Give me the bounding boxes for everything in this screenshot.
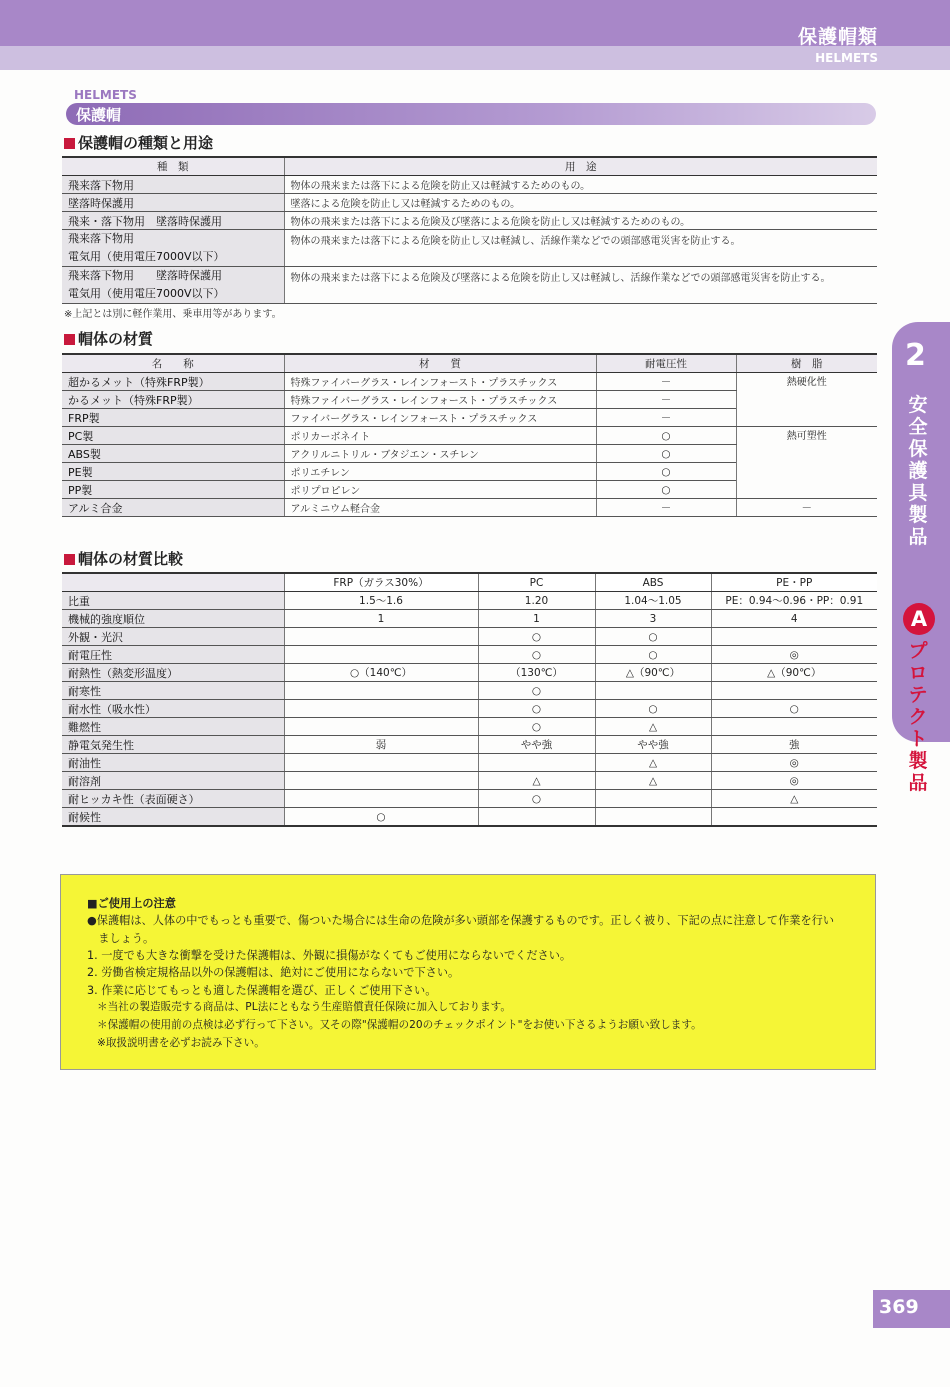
table-cell xyxy=(595,682,711,700)
table-cell: ABS xyxy=(595,573,711,592)
table-cell: ○ xyxy=(478,646,595,664)
chapter-number: 2 xyxy=(905,338,926,373)
table-row xyxy=(62,808,877,827)
table-cell: ○ xyxy=(478,700,595,718)
table-row xyxy=(62,230,877,267)
table-cell xyxy=(62,573,284,592)
table-cell: 物体の飛来または落下による危険及び墜落による危険を防止し又は軽減し、活線作業などでの頭部感電災害を防止する。 xyxy=(284,267,877,304)
table-cell: 耐水性（吸水性） xyxy=(62,700,284,718)
section-bar xyxy=(66,103,876,125)
table-cell: 機械的強度順位 xyxy=(62,610,284,628)
table-row xyxy=(62,267,877,304)
comparison-table xyxy=(62,572,877,827)
table-cell: △（90℃） xyxy=(595,664,711,682)
page-number: 369 xyxy=(873,1290,950,1328)
table-row xyxy=(62,194,877,212)
table-cell: 1.04〜1.05 xyxy=(595,592,711,610)
table-cell: ○ xyxy=(711,700,877,718)
table-cell: － xyxy=(596,373,736,391)
table-header-row xyxy=(62,573,877,592)
table-cell: 超かるメット（特殊FRP製） xyxy=(62,373,284,391)
col-header: 用 途 xyxy=(284,157,877,176)
table-cell: 耐熱性（熱変形温度） xyxy=(62,664,284,682)
table-cell: － xyxy=(736,499,877,517)
table-cell: 墜落による危険を防止し又は軽減するためのもの。 xyxy=(284,194,877,212)
table-cell xyxy=(284,772,478,790)
table-row xyxy=(62,628,877,646)
usage-table xyxy=(62,156,877,304)
table-cell: やや強 xyxy=(595,736,711,754)
table-cell: ポリエチレン xyxy=(284,463,596,481)
table-row xyxy=(62,772,877,790)
brand-label: プロテクト製品 xyxy=(908,640,928,794)
table-cell: 1.20 xyxy=(478,592,595,610)
table-cell xyxy=(595,790,711,808)
table-cell xyxy=(284,682,478,700)
table-cell: △ xyxy=(711,790,877,808)
header-title: 保護帽類 xyxy=(797,26,878,48)
table-row xyxy=(62,592,877,610)
table-cell: 耐油性 xyxy=(62,754,284,772)
table-cell: 耐寒性 xyxy=(62,682,284,700)
table-cell: PC xyxy=(478,573,595,592)
table-cell: ◎ xyxy=(711,646,877,664)
table-cell: △ xyxy=(595,754,711,772)
table-cell: 物体の飛来または落下による危険を防止又は軽減するためのもの。 xyxy=(284,176,877,194)
top-banner-sub xyxy=(0,46,950,70)
table-cell: ○ xyxy=(595,700,711,718)
red-square-icon xyxy=(64,554,75,565)
table-cell: かるメット（特殊FRP製） xyxy=(62,391,284,409)
table-cell xyxy=(284,754,478,772)
table-cell: 墜落時保護用 xyxy=(62,194,284,212)
table-cell: 耐電圧性 xyxy=(596,354,736,373)
table-cell: 1 xyxy=(284,610,478,628)
resin-thermoset: 熱硬化性 xyxy=(736,373,877,427)
table-cell: 比重 xyxy=(62,592,284,610)
table-cell xyxy=(284,628,478,646)
table-row xyxy=(62,499,877,517)
table-cell: ○ xyxy=(478,790,595,808)
table-cell: 外観・光沢 xyxy=(62,628,284,646)
table-row xyxy=(62,754,877,772)
table-header-row xyxy=(62,354,877,373)
table-row xyxy=(62,427,877,445)
table-cell: △ xyxy=(595,772,711,790)
red-square-icon xyxy=(64,334,75,345)
table-cell: △（90℃） xyxy=(711,664,877,682)
brand-letter-icon: A xyxy=(903,603,935,635)
material-heading: 帽体の材質 xyxy=(64,328,153,349)
table-cell xyxy=(284,700,478,718)
table-cell: 弱 xyxy=(284,736,478,754)
table-cell xyxy=(284,718,478,736)
table-cell: 特殊ファイバーグラス・レインフォースト・プラスチックス xyxy=(284,391,596,409)
table-row xyxy=(62,664,877,682)
table-row xyxy=(62,212,877,230)
table-cell: PE製 xyxy=(62,463,284,481)
table-cell: ○ xyxy=(595,628,711,646)
table-cell: 耐ヒッカキ性（表面硬さ） xyxy=(62,790,284,808)
table-cell: アクリルニトリル・ブタジエン・スチレン xyxy=(284,445,596,463)
table-cell: 難燃性 xyxy=(62,718,284,736)
table-cell: ○ xyxy=(284,808,478,827)
table-cell: ◎ xyxy=(711,754,877,772)
table-cell: 静電気発生性 xyxy=(62,736,284,754)
table-cell: 3 xyxy=(595,610,711,628)
table-cell: PE・PP xyxy=(711,573,877,592)
table-row xyxy=(62,700,877,718)
table-cell xyxy=(595,808,711,827)
table-cell: 飛来落下物用 電気用（使用電圧7000V以下） xyxy=(62,230,284,267)
table-cell: ポリプロピレン xyxy=(284,481,596,499)
table-cell: アルミニウム軽合金 xyxy=(284,499,596,517)
table-cell xyxy=(478,754,595,772)
table-cell: FRP製 xyxy=(62,409,284,427)
table-header-row xyxy=(62,157,877,176)
table-cell: ファイバーグラス・レインフォースト・プラスチックス xyxy=(284,409,596,427)
table-cell: 飛来落下物用 xyxy=(62,176,284,194)
table-cell: 飛来落下物用 墜落時保護用 電気用（使用電圧7000V以下） xyxy=(62,267,284,304)
table-cell: 飛来・落下物用 墜落時保護用 xyxy=(62,212,284,230)
usage-heading: 保護帽の種類と用途 xyxy=(64,132,213,153)
table-row xyxy=(62,736,877,754)
table-cell xyxy=(478,808,595,827)
table-cell: 耐電圧性 xyxy=(62,646,284,664)
table-cell: △ xyxy=(595,718,711,736)
col-header: 種 類 xyxy=(62,157,284,176)
table-cell: やや強 xyxy=(478,736,595,754)
table-cell: △ xyxy=(478,772,595,790)
table-cell: 1.5〜1.6 xyxy=(284,592,478,610)
table-cell: ○ xyxy=(596,481,736,499)
table-cell xyxy=(711,808,877,827)
red-square-icon xyxy=(64,138,75,149)
table-cell: 樹 脂 xyxy=(736,354,877,373)
table-cell: （130℃） xyxy=(478,664,595,682)
table-cell: ポリカーボネイト xyxy=(284,427,596,445)
table-cell: 4 xyxy=(711,610,877,628)
table-cell xyxy=(284,646,478,664)
caution-box: ■ご使用上の注意 ●保護帽は、人体の中でもっとも重要で、傷ついた場合には生命の危険が多い頭部を保護するものです。正しく被り、下記の点に注意して作業を行い ましょう。 1. 一度でも大きな衝撃を受けた保護帽は、外観に損傷がなくてもご使用にならないでください。 2. 労働省検定規格品以外の保護帽は、絶対にご使用にならないで下さい。 3. 作業に応じてもっとも適した保護帽を選び、正しくご使用下さい。 ＊当社の製造販売する商品は、PL法にともなう生産賠償責任保険に加入しております。 ＊保護帽の使用前の点検は必ず行って下さい。又その際"保護帽の20のチェックポイント"をお使い下さるようお願い致します。 ※取扱説明書を必ずお読み下さい。 xyxy=(60,874,876,1070)
table-cell: アルミ合金 xyxy=(62,499,284,517)
table-cell xyxy=(284,790,478,808)
table-cell: ○ xyxy=(595,646,711,664)
resin-thermoplastic: 熱可塑性 xyxy=(736,427,877,499)
table-cell: 物体の飛来または落下による危険を防止し又は軽減し、活線作業などでの頭部感電災害を防止する。 xyxy=(284,230,877,267)
table-cell xyxy=(711,718,877,736)
header-subtitle: HELMETS xyxy=(815,51,878,65)
table-cell: 特殊ファイバーグラス・レインフォースト・プラスチックス xyxy=(284,373,596,391)
comparison-heading: 帽体の材質比較 xyxy=(64,548,183,569)
table-cell: ○ xyxy=(478,718,595,736)
table-cell: 物体の飛来または落下による危険及び墜落による危険を防止し又は軽減するためのもの。 xyxy=(284,212,877,230)
table-cell: 強 xyxy=(711,736,877,754)
table-row xyxy=(62,373,877,391)
table-cell: ○（140℃） xyxy=(284,664,478,682)
table-cell xyxy=(711,628,877,646)
table-row xyxy=(62,790,877,808)
table-cell: － xyxy=(596,409,736,427)
table-cell: 材 質 xyxy=(284,354,596,373)
table-cell: ○ xyxy=(596,463,736,481)
table-cell: FRP（ガラス30%） xyxy=(284,573,478,592)
table-row xyxy=(62,646,877,664)
section-en: HELMETS xyxy=(74,88,137,102)
chapter-label: 安全保護具製品 xyxy=(908,394,928,548)
table-cell: 名 称 xyxy=(62,354,284,373)
table-cell: 耐溶剤 xyxy=(62,772,284,790)
material-table xyxy=(62,353,877,517)
table-cell xyxy=(711,682,877,700)
section-title: 保護帽 xyxy=(76,106,122,124)
table-cell: PE：0.94〜0.96・PP：0.91 xyxy=(711,592,877,610)
table-cell: PC製 xyxy=(62,427,284,445)
table-cell: － xyxy=(596,391,736,409)
table-row xyxy=(62,718,877,736)
table-row xyxy=(62,682,877,700)
table-cell: 1 xyxy=(478,610,595,628)
table-cell: ◎ xyxy=(711,772,877,790)
table-cell: ○ xyxy=(596,427,736,445)
table-row xyxy=(62,610,877,628)
table-row xyxy=(62,176,877,194)
table-cell: ○ xyxy=(596,445,736,463)
table-cell: ○ xyxy=(478,628,595,646)
table-cell: PP製 xyxy=(62,481,284,499)
table-cell: ○ xyxy=(478,682,595,700)
table-cell: ABS製 xyxy=(62,445,284,463)
table-cell: － xyxy=(596,499,736,517)
usage-note: ※上記とは別に軽作業用、乗車用等があります。 xyxy=(64,309,282,320)
table-cell: 耐候性 xyxy=(62,808,284,827)
